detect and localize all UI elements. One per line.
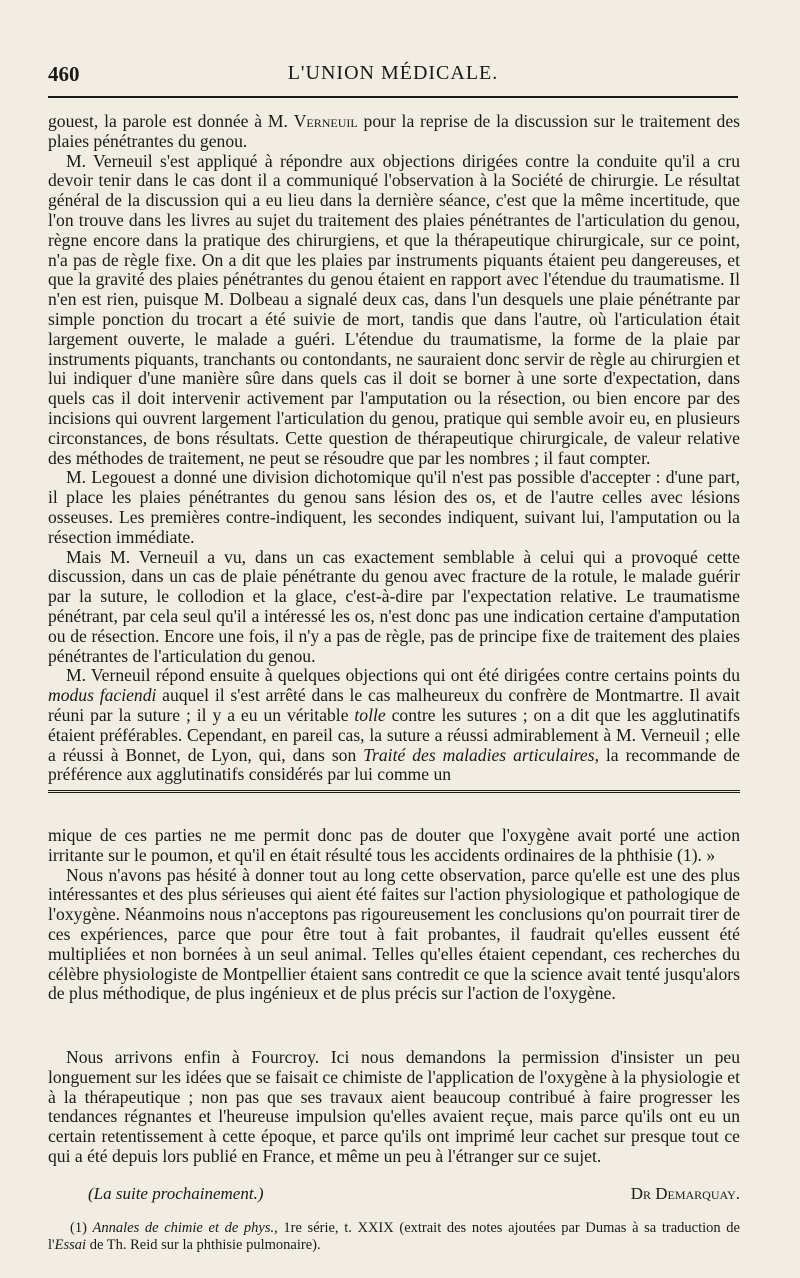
author-signature: Dr Demarquay.	[630, 1184, 740, 1203]
article-section-fourcroy	[48, 1048, 740, 1167]
header-rule	[48, 96, 738, 98]
article-section-oxygen	[48, 826, 740, 1004]
page-header	[48, 62, 738, 90]
continuation-note: (La suite prochainement.)	[88, 1184, 264, 1203]
article-section-surgery	[48, 112, 740, 785]
paragraph: M. Verneuil répond ensuite à quelques objections qui ont été dirigées contre certains points du modus faciendi auquel il s'est arrêté dans le cas malheureux du confrère de Montmartre. Il avait réuni par la suture ; il y a eu un véritable tolle contre les sutures ; on a dit que les agglutinatifs étaient préférables. Cependant, en pareil cas, la suture a réussi admirablement à M. Verneuil ; elle a réussi à Bonnet, de Lyon, qui, dans son Traité des maladies articulaires, la recommande de préférence aux agglutinatifs considérés par lui comme un	[48, 665, 740, 785]
paragraph: Nous n'avons pas hésité à donner tout au long cette observation, parce qu'elle est une des plus intéressantes et des plus sérieuses qui aient été faites sur l'action physiologique et pathologique de l'oxygène. Néanmoins nous n'acceptons pas rigoureusement les conclusions qu'on pourrait tirer de ces expériences, parce que pour être tout à fait probantes, il faudrait qu'elles eussent été multipliées et non bornées à un seul animal. Telles qu'elles étaient cependant, ces recherches du célèbre physiologiste de Montpellier étaient sans contredit ce que la science avait tenté jusqu'alors de plus méthodique, de plus ingénieux et de plus précis sur l'action de l'oxygène.	[48, 864, 740, 1004]
paragraph: M. Legouest a donné une division dichotomique qu'il n'est pas possible d'accepter : d'une part, il place les plaies pénétrantes du genou sans lésion des os, et de l'autre celles avec lésions osseuses. Les premières contre-indiquent, les secondes indiquent, suivant lui, l'amputation ou la résection immédiate.	[48, 467, 740, 547]
paragraph: gouest, la parole est donnée à M. Verneuil pour la reprise de la discussion sur le traitement des plaies pénétrantes du genou.	[48, 111, 740, 151]
paragraph: Mais M. Verneuil a vu, dans un cas exactement semblable à celui qui a provoqué cette discussion, dans un cas de plaie pénétrante du genou avec fracture de la rotule, le malade guérir par la suture, le collodion et la glace, c'est-à-dire par l'expectation relative. Le traumatisme pénétrant, par cela seul qu'il a intéressé les os, n'est donc pas une indication certaine d'amputation ou de résection. Encore une fois, il n'y a pas de règle, pas de principe fixe de traitement des plaies pénétrantes de l'articulation du genou.	[48, 546, 740, 666]
speaker-name: Verneuil	[293, 111, 358, 131]
paragraph: Nous arrivons enfin à Fourcroy. Ici nous demandons la permission d'insister un peu longuement sur les idées que se faisait ce chimiste de l'application de l'oxygène à la physiologie et à la thérapeutique ; non pas que ses travaux aient beaucoup contribué à faire progresser les tendances régnantes et l'heureuse impulsion qu'elles avaient reçue, mais parce qu'ils ont eu un certain retentissement à cette époque, et parce qu'ils ont imprimé leur cachet sur presque tout ce qui a été depuis lors publié en France, et même un peu à l'étranger sur ce sujet.	[48, 1047, 740, 1166]
footnote: (1) Annales de chimie et de phys., 1re série, t. XXIX (extrait des notes ajoutées par Dumas à sa traduction de l'Essai de Th. Reid sur la phthisie pulmonaire).	[48, 1220, 740, 1253]
paragraph: M. Verneuil s'est appliqué à répondre aux objections dirigées contre la conduite qu'il a cru devoir tenir dans le cas dont il a communiqué l'observation à la Société de chirurgie. Le résultat général de la discussion qui a eu lieu dans la dernière séance, c'est que la même incertitude, que l'on trouve dans les livres au sujet du traitement des plaies pénétrantes de l'articulation du genou, règne encore dans la pratique des chirurgiens, et que la thérapeutique chirurgicale, sur ce point, n'a pas de règle fixe. On a dit que les plaies par instruments piquants étaient peu dangereuses, et que la gravité des plaies pénétrantes du genou étaient en rapport avec l'étendue du traumatisme. Il n'en est rien, puisque M. Dolbeau a signalé deux cas, dans l'un desquels une plaie pénétrante par simple ponction du trocart a été suivie de mort, tandis que dans l'autre, où l'articulation était largement ouverte, le malade a guéri. L'étendue du traumatisme, la forme de la plaie par instruments piquants, tranchants ou contondants, ne sauraient donc servir de règle au chirurgien et lui indiquer d'une manière sûre dans quels cas il doit se borner à une sorte d'expectation, dans quels cas il doit intervenir activement par l'amputation ou la résection, ou bien encore par des incisions qui ouvrent largement l'articulation du genou, pratique qui semble avoir eu, en plusieurs circonstances, de bons résultats. Cette question de thérapeutique chirurgicale, de valeur relative des méthodes de traitement, ne peut se résoudre que par les nombres ; il faut compter.	[48, 150, 740, 468]
paragraph: mique de ces parties ne me permit donc pas de douter que l'oxygène avait porté une action irritante sur le poumon, et qu'il en était résulté tous les accidents ordinaires de la phthisie (1). »	[48, 825, 740, 865]
page-number: 460	[48, 62, 80, 86]
running-title: L'UNION MÉDICALE.	[287, 62, 499, 84]
section-divider	[48, 790, 740, 793]
